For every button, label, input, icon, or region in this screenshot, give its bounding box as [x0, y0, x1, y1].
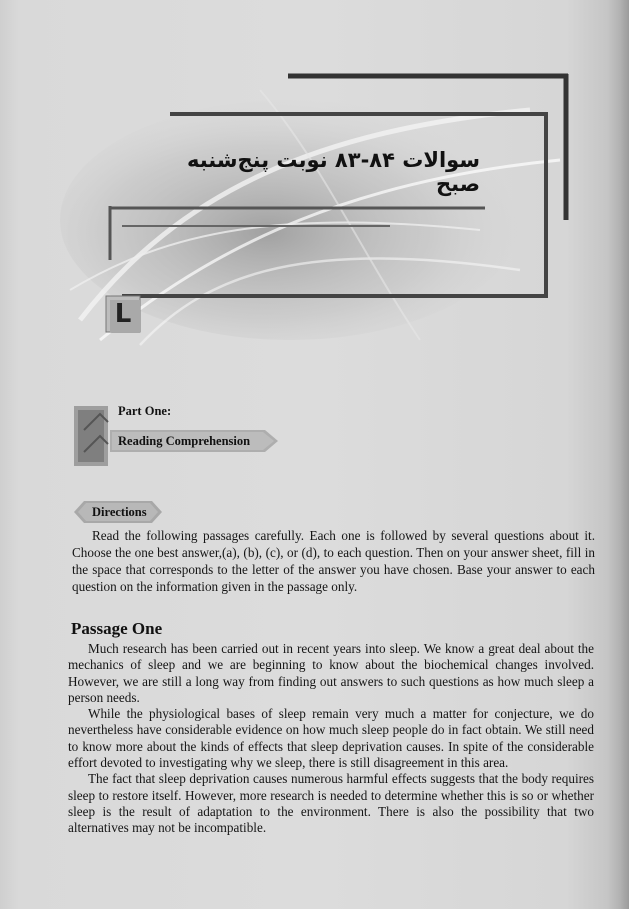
- part-title: Reading Comprehension: [118, 434, 251, 448]
- directions-text: Read the following passages carefully. Each one is followed by several questions about it. Choose the one best answer,(a), (b), (c), or (d), to each question. Then on your answer sheet, fill in the space that corresponds to the letter of the answer you have chosen. Base your answer to each question on the information given in the passage only.: [72, 528, 595, 594]
- passage-paragraph: The fact that sleep deprivation causes numerous harmful effects suggests that the body requires sleep to restore itself. However, more research is needed to determine whether this is so or whether sleep is the result of adaptation to the environment. There is also the possibility that two alternatives may not be incompatible.: [68, 771, 594, 836]
- passage-paragraph: Much research has been carried out in recent years into sleep. We know a great deal about the mechanics of sleep and we are beginning to know about the biochemical changes involved. However, we are still a long way from finding out answers to such questions as how much sleep a person needs.: [68, 641, 594, 705]
- directions-label: Directions: [92, 505, 147, 519]
- part-label: Part One:: [118, 404, 172, 418]
- page-edge-shadow: [607, 0, 629, 909]
- passage-body: [68, 641, 594, 837]
- passage-paragraph: While the physiological bases of sleep remain very much a matter for conjecture, we do nevertheless have considerable evidence on how much sleep people do in fact obtain. We still need to know more about the kinds of effects that sleep deprivation causes. In spite of the considerable effort devoted to investigating why we sleep, there is still disagreement in this area.: [68, 706, 594, 771]
- chapter-title: سوالات ۸۴-۸۳ نوبت پنج‌شنبه صبح: [187, 148, 480, 196]
- chapter-letter-badge: L: [114, 299, 132, 329]
- passage-title: Passage One: [71, 619, 163, 638]
- chapter-header-art: [60, 70, 600, 350]
